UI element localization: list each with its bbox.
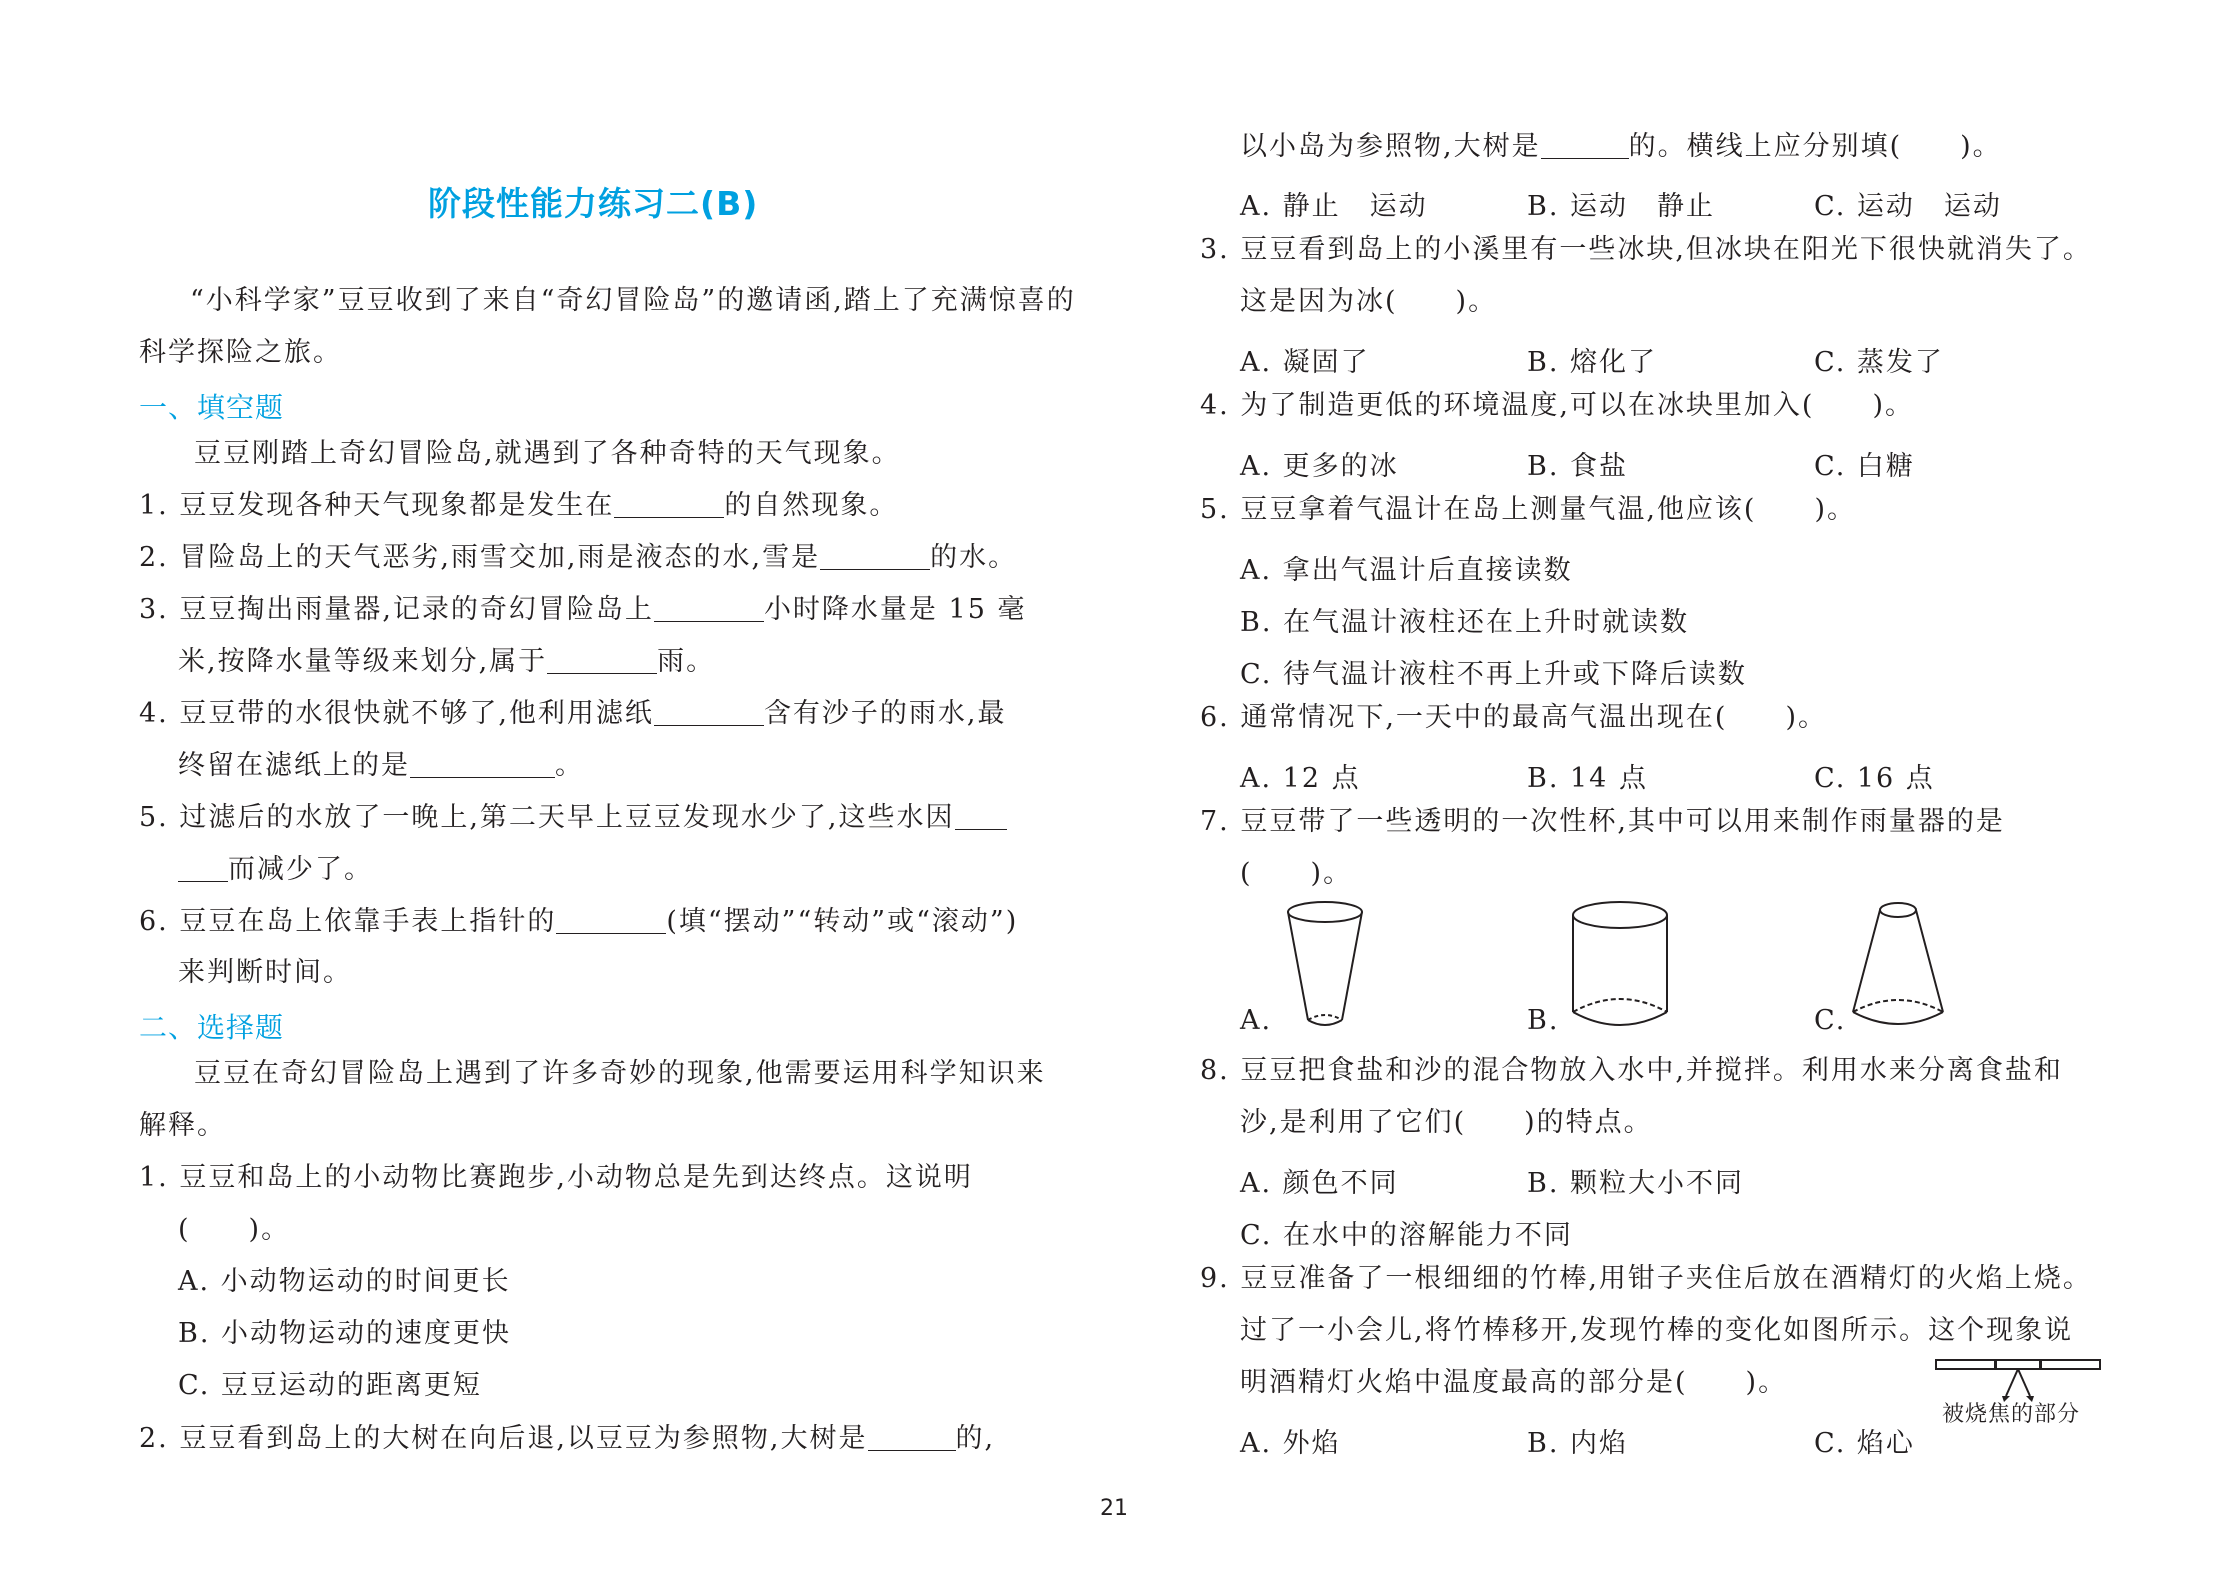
answer-blank[interactable]: [868, 1424, 956, 1451]
choice-q8-option-a[interactable]: A. 颜色不同: [1240, 1168, 1399, 1199]
choice-q9-option-a[interactable]: A. 外焰: [1240, 1428, 1341, 1459]
choice-q7-option-a[interactable]: A.: [1240, 1005, 1273, 1036]
fill-q1: 1. 豆豆发现各种天气现象都是发生在 的自然现象。: [139, 490, 899, 521]
fill-q5-cont: 而减少了。: [178, 855, 373, 883]
choice-q6-stem: 6. 通常情况下,一天中的最高气温出现在( )。: [1200, 702, 1827, 733]
choice-q9-option-b[interactable]: B. 内焰: [1527, 1428, 1629, 1459]
choice-q4-option-c[interactable]: C. 白糖: [1814, 451, 1915, 482]
answer-blank[interactable]: [614, 491, 724, 518]
cup-b-icon: [1565, 900, 1675, 1035]
fill-q6-cont: 来判断时间。: [178, 957, 352, 988]
choice-q2-option-b[interactable]: B. 运动 静止: [1527, 191, 1716, 222]
choice-q4-option-b[interactable]: B. 食盐: [1527, 451, 1629, 482]
page-title: 阶段性能力练习二(B): [428, 184, 759, 223]
answer-blank[interactable]: [654, 699, 764, 726]
choice-q7-stem-2: ( )。: [1240, 858, 1353, 889]
choice-q3-option-b[interactable]: B. 熔化了: [1527, 347, 1658, 378]
choice-q1-stem-2: ( )。: [178, 1214, 291, 1245]
choice-q8-stem: 8. 豆豆把食盐和沙的混合物放入水中,并搅拌。利用水来分离食盐和: [1200, 1055, 2063, 1086]
choice-q5-option-c[interactable]: C. 待气温计液柱不再上升或下降后读数: [1240, 659, 1747, 690]
answer-blank[interactable]: [410, 751, 555, 778]
choice-q9-stem-2: 过了一小会儿,将竹棒移开,发现竹棒的变化如图所示。这个现象说: [1240, 1315, 2074, 1346]
choice-q3-stem-2: 这是因为冰( )。: [1240, 286, 1498, 317]
answer-blank[interactable]: [547, 647, 657, 674]
choice-q2-option-c[interactable]: C. 运动 运动: [1814, 191, 2002, 222]
section2-lead-1: 豆豆在奇幻冒险岛上遇到了许多奇妙的现象,他需要运用科学知识来: [194, 1058, 1046, 1089]
choice-q1-stem: 1. 豆豆和岛上的小动物比赛跑步,小动物总是先到达终点。这说明: [139, 1162, 973, 1193]
choice-q7-option-c[interactable]: C.: [1814, 1005, 1847, 1036]
choice-q7-stem: 7. 豆豆带了一些透明的一次性杯,其中可以用来制作雨量器的是: [1200, 806, 2005, 837]
cup-a-icon: [1275, 900, 1375, 1035]
section1-lead: 豆豆刚踏上奇幻冒险岛,就遇到了各种奇特的天气现象。: [194, 438, 901, 469]
choice-q9-stem-3: 明酒精灯火焰中温度最高的部分是( )。: [1240, 1367, 1788, 1398]
choice-q8-option-b[interactable]: B. 颗粒大小不同: [1527, 1168, 1745, 1199]
fill-q4-cont: 终留在滤纸上的是 。: [178, 750, 584, 781]
choice-q2-stem: 2. 豆豆看到岛上的大树在向后退,以豆豆为参照物,大树是 的,: [139, 1423, 996, 1454]
intro-line-2: 科学探险之旅。: [139, 337, 342, 368]
choice-q4-stem: 4. 为了制造更低的环境温度,可以在冰块里加入( )。: [1200, 390, 1914, 421]
answer-blank[interactable]: [1541, 132, 1629, 159]
answer-blank[interactable]: [654, 595, 764, 622]
fill-q5: 5. 过滤后的水放了一晚上,第二天早上豆豆发现水少了,这些水因: [139, 803, 1007, 831]
choice-q5-option-a[interactable]: A. 拿出气温计后直接读数: [1240, 555, 1573, 586]
choice-q5-option-b[interactable]: B. 在气温计液柱还在上升时就读数: [1240, 607, 1690, 638]
choice-q1-option-b[interactable]: B. 小动物运动的速度更快: [178, 1318, 512, 1349]
burnt-stick-figure: [1934, 1358, 2104, 1408]
burnt-part-label: 被烧焦的部分: [1942, 1402, 2081, 1427]
choice-q1-option-a[interactable]: A. 小动物运动的时间更长: [178, 1266, 511, 1297]
choice-q4-option-a[interactable]: A. 更多的冰: [1240, 451, 1399, 482]
answer-blank-cont[interactable]: [178, 855, 228, 882]
choice-q8-option-c[interactable]: C. 在水中的溶解能力不同: [1240, 1220, 1573, 1251]
choice-q8-stem-2: 沙,是利用了它们( )的特点。: [1240, 1107, 1653, 1138]
cup-c-icon: [1848, 900, 1948, 1035]
fill-q6: 6. 豆豆在岛上依靠手表上指针的 (填“摆动”“转动”或“滚动”): [139, 906, 1019, 937]
choice-q7-option-b[interactable]: B.: [1527, 1005, 1560, 1036]
choice-q6-option-c[interactable]: C. 16 点: [1814, 763, 1935, 794]
section-heading-fill-blank: 一、填空题: [139, 391, 285, 424]
choice-q2-stem-cont: 以小岛为参照物,大树是 的。横线上应分别填( )。: [1240, 131, 2002, 162]
intro-line-1: “小科学家”豆豆收到了来自“奇幻冒险岛”的邀请函,踏上了充满惊喜的: [190, 285, 1076, 316]
choice-q6-option-a[interactable]: A. 12 点: [1240, 763, 1361, 794]
page-number: 21: [1100, 1496, 1128, 1521]
choice-q9-stem: 9. 豆豆准备了一根细细的竹棒,用钳子夹住后放在酒精灯的火焰上烧。: [1200, 1263, 2092, 1294]
answer-blank[interactable]: [556, 907, 666, 934]
choice-q9-option-c[interactable]: C. 焰心: [1814, 1428, 1915, 1459]
fill-q3-cont: 米,按降水量等级来划分,属于 雨。: [178, 646, 716, 677]
section2-lead-2: 解释。: [139, 1110, 226, 1141]
fill-q4: 4. 豆豆带的水很快就不够了,他利用滤纸 含有沙子的雨水,最: [139, 698, 1007, 729]
choice-q5-stem: 5. 豆豆拿着气温计在岛上测量气温,他应该( )。: [1200, 494, 1856, 525]
choice-q3-option-c[interactable]: C. 蒸发了: [1814, 347, 1944, 378]
answer-blank[interactable]: [955, 803, 1007, 830]
answer-blank[interactable]: [820, 543, 930, 570]
choice-q6-option-b[interactable]: B. 14 点: [1527, 763, 1648, 794]
fill-q2: 2. 冒险岛上的天气恶劣,雨雪交加,雨是液态的水,雪是 的水。: [139, 542, 1018, 573]
choice-q3-stem: 3. 豆豆看到岛上的小溪里有一些冰块,但冰块在阳光下很快就消失了。: [1200, 234, 2092, 265]
section-heading-choice: 二、选择题: [139, 1011, 285, 1044]
choice-q2-option-a[interactable]: A. 静止 运动: [1240, 191, 1428, 222]
choice-q3-option-a[interactable]: A. 凝固了: [1240, 347, 1370, 378]
fill-q3: 3. 豆豆掏出雨量器,记录的奇幻冒险岛上 小时降水量是 15 毫: [139, 594, 1027, 625]
choice-q1-option-c[interactable]: C. 豆豆运动的距离更短: [178, 1370, 482, 1401]
